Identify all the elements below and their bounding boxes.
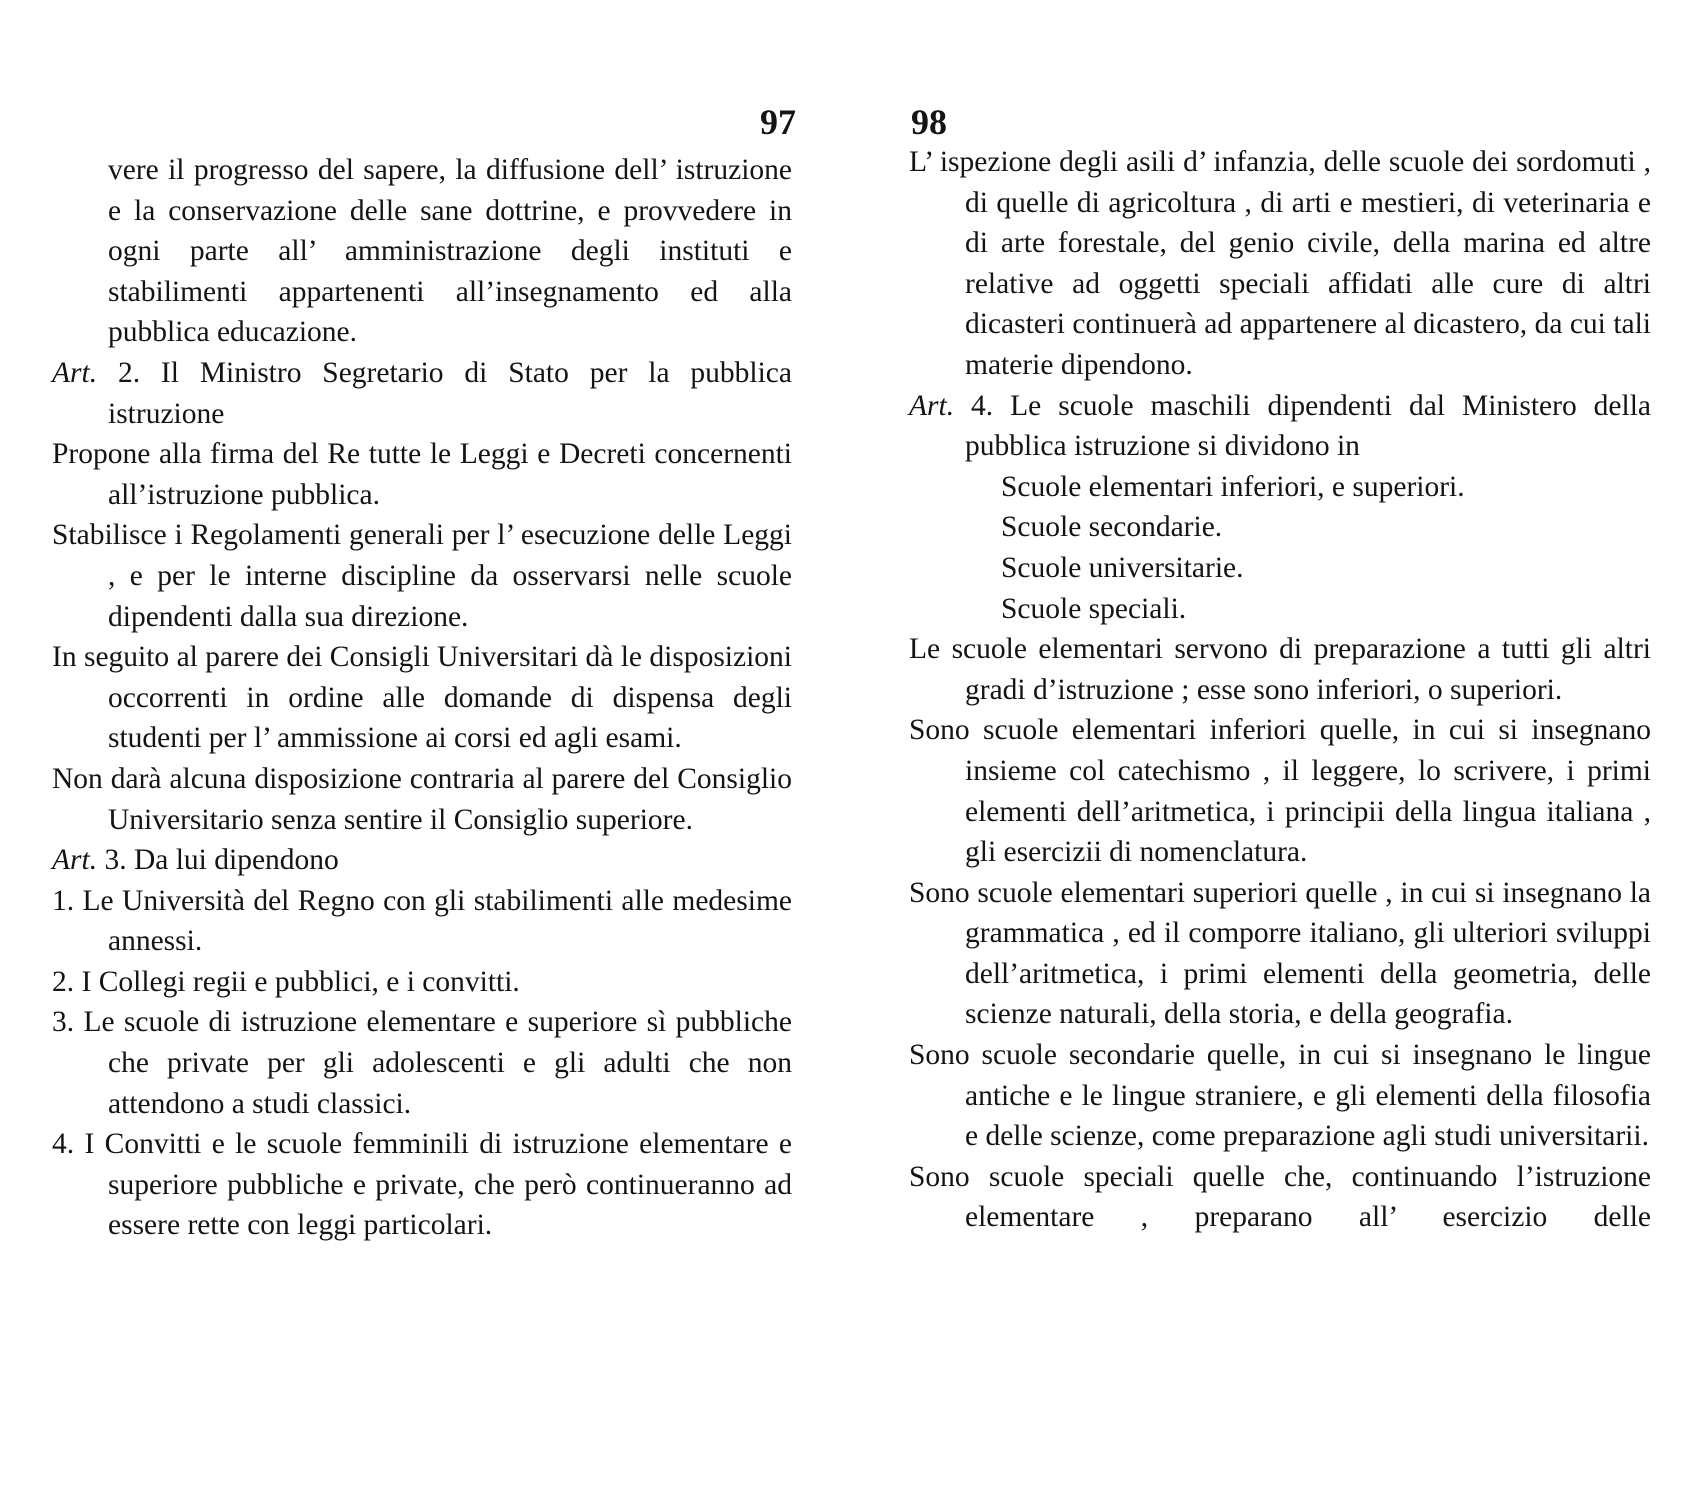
paragraph: In seguito al parere dei Consigli Universitari dà le disposizioni occorrenti in ordine alle domande di dispensa degli studenti per l’ ammissione ai corsi ed agli esami. [52,641,792,755]
page-text [52,150,792,1246]
paragraph: Stabilisce i Regolamenti generali per l’ esecuzione delle Leggi , e per le interne discipline da osservarsi nelle scuole dipendenti dalla sua direzione. [52,519,792,633]
article-paragraph [909,386,1651,467]
list-item: 3. Le scuole di istruzione elementare e superiore sì pubbliche che private per gli adolescenti e gli adulti che non attendono a studi classici. [52,1006,792,1120]
school-type-item: Scuole universitarie. [1001,551,1244,584]
list-item: 1. Le Università del Regno con gli stabilimenti alle medesime annessi. [52,884,792,958]
paragraph: Sono scuole secondarie quelle, in cui si insegnano le lingue antiche e le lingue straniere, e gli elementi della filosofia e delle scienze, come preparazione agli studi universitarii. [909,1039,1651,1153]
article-paragraph [52,353,792,434]
article-text: 3. Da lui dipendono [97,844,339,877]
list-item: 4. I Convitti e le scuole femminili di istruzione elementare e superiore pubbliche e private, che però continueranno ad essere rette con leggi particolari. [52,1128,792,1242]
right-page [849,0,1698,1500]
paragraph: Sono scuole elementari superiori quelle , in cui si insegnano la grammatica , ed il comporre italiano, gli ulteriori sviluppi dell’aritmetica, i primi elementi della geometria, delle scienze naturali, della storia, e della geografia. [909,876,1651,1031]
page-text [909,142,1651,1238]
list-item: 2. I Collegi regii e pubblici, e i convitti. [52,965,520,998]
paragraph: Sono scuole elementari inferiori quelle, in cui si insegnano insieme col catechismo , il leggere, lo scrivere, i primi elementi dell’aritmetica, i principii della lingua italiana , gli esercizii di nomenclatura. [909,714,1651,869]
article-label: Art. [52,844,98,877]
article-text: 2. Il Ministro Segretario di Stato per la pubblica istruzione [97,356,792,430]
article-paragraph [52,840,792,881]
article-text: 4. Le scuole maschili dipendenti dal Ministero della pubblica istruzione si dividono in [954,389,1651,463]
page-number: 98 [911,102,947,142]
paragraph: Non darà alcuna disposizione contraria al parere del Consiglio Universitario senza sentire il Consiglio superiore. [52,762,792,836]
school-type-item: Scuole secondarie. [1001,511,1223,544]
paragraph: Sono scuole speciali quelle che, continuando l’istruzione elementare , preparano all’ esercizio delle [909,1160,1651,1234]
page-number: 97 [760,102,796,142]
school-type-item: Scuole speciali. [1001,592,1187,625]
article-label: Art. [909,389,955,422]
article-label: Art. [52,356,98,389]
paragraph: vere il progresso del sapere, la diffusione dell’ istruzione e la conservazione delle sane dottrine, e provvedere in ogni parte all’ amministrazione degli instituti e stabilimenti appartenenti all’insegnamento ed alla pubblica educazione. [108,154,792,349]
paragraph: Propone alla firma del Re tutte le Leggi e Decreti concernenti all’istruzione pubblica. [52,438,792,511]
paragraph: L’ ispezione degli asili d’ infanzia, delle scuole dei sordomuti , di quelle di agricoltura , di arti e mestieri, di veterinaria e di arte forestale, del genio civile, della marina ed altre relative ad oggetti speciali affidati alle cure di altri dicasteri continuerà ad appartenere al dicastero, da cui tali materie dipendono. [909,146,1651,381]
paragraph: Le scuole elementari servono di preparazione a tutti gli altri gradi d’istruzione ; esse sono inferiori, o superiori. [909,633,1651,706]
school-type-item: Scuole elementari inferiori, e superiori. [1001,470,1465,503]
